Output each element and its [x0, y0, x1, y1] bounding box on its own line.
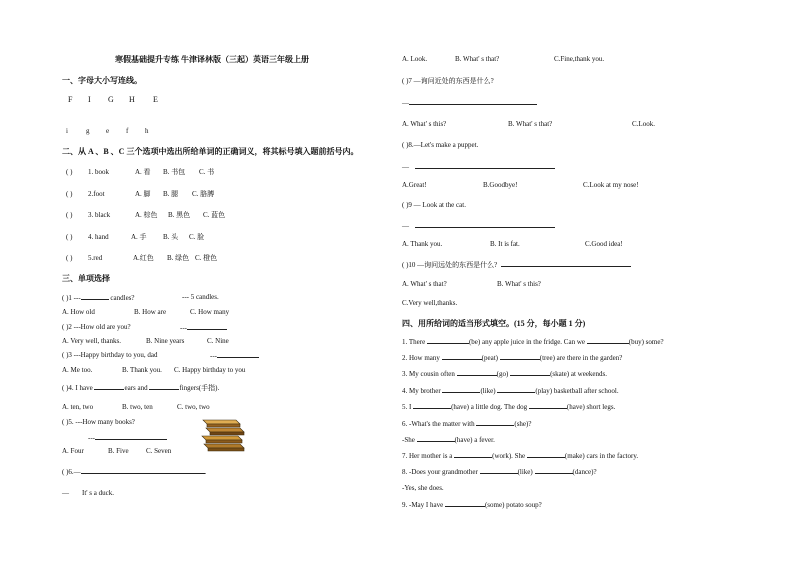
- answer-blank[interactable]: [535, 467, 573, 474]
- option-c: C. 蓝色: [203, 211, 226, 219]
- section-2-title: 二、从 A 、B 、C 三个选项中选出所给单词的正确词义，将其标号填入题前括号内。: [62, 147, 359, 156]
- answer-blank[interactable]: [95, 433, 167, 440]
- option-b: B. 头: [163, 233, 179, 241]
- answer-blank[interactable]: [217, 351, 259, 358]
- option-b: B. Nine years: [146, 337, 185, 345]
- answer-blank[interactable]: [149, 383, 179, 390]
- question-6-dash: —: [62, 489, 69, 497]
- uppercase-letter: G: [108, 95, 114, 104]
- question-4: ( )4. I have ears and fingers(手指).: [62, 384, 220, 392]
- answer-blank[interactable]: [529, 402, 567, 409]
- question-3: ( )3 ---Happy birthday to you, dad: [62, 351, 158, 359]
- answer-paren[interactable]: ( ): [66, 254, 73, 262]
- question-7: ( )7 —询问近处的东西是什么?: [402, 77, 494, 85]
- answer-paren[interactable]: ( ): [66, 190, 73, 198]
- answer-blank[interactable]: [94, 383, 124, 390]
- answer-blank[interactable]: [445, 500, 485, 507]
- fill-line-8: 8. -Does your grandmother (like) (dance)?: [402, 468, 597, 476]
- option-c: C. two, two: [177, 403, 210, 411]
- uppercase-letter: E: [153, 95, 158, 104]
- option-a: A. 脚: [135, 190, 151, 198]
- question-5: ( )5. ---How many books?: [62, 418, 135, 426]
- question-1-reply: --- 5 candles.: [182, 293, 219, 301]
- option-c: C.Good idea!: [585, 240, 623, 248]
- answer-blank[interactable]: [415, 221, 555, 228]
- uppercase-letter: F: [68, 95, 73, 104]
- option-c: C. 脸: [189, 233, 205, 241]
- question-8-reply: —: [402, 162, 555, 172]
- option-c: C. 橙色: [195, 254, 218, 262]
- question-8: ( )8.—Let's make a puppet.: [402, 141, 479, 149]
- option-c: C. Happy birthday to you: [174, 366, 246, 374]
- answer-blank[interactable]: [415, 162, 555, 169]
- question-10: ( )10 —询问远处的东西是什么?: [402, 260, 631, 270]
- answer-blank[interactable]: [527, 451, 565, 458]
- lowercase-letter: e: [106, 127, 110, 135]
- option-b: B. It is fat.: [490, 240, 520, 248]
- fill-line-4: 4. My brother (like) (play) basketball after school.: [402, 387, 619, 395]
- option-a: A. What' s this?: [402, 120, 447, 128]
- option-c: C.Very well,thanks.: [402, 299, 458, 307]
- option-a: A. 看: [135, 168, 151, 176]
- option-b: B. What' s that?: [455, 55, 500, 63]
- answer-blank[interactable]: [510, 369, 550, 376]
- answer-blank[interactable]: [500, 353, 540, 360]
- answer-blank[interactable]: [476, 419, 514, 426]
- answer-blank[interactable]: [409, 98, 537, 105]
- fill-line-3: 3. My cousin often (go) (skate) at weekends.: [402, 370, 608, 378]
- answer-blank[interactable]: [454, 451, 492, 458]
- vocab-word: 4. hand: [88, 233, 109, 241]
- page-title: 寒假基础提升专练 牛津译林版（三起）英语三年级上册: [115, 55, 309, 64]
- lowercase-letter: h: [145, 127, 149, 135]
- fill-line-5: 5. I (have) a little dog. The dog (have) short legs.: [402, 403, 616, 411]
- option-b: B. 黑色: [168, 211, 191, 219]
- question-9: ( )9 — Look at the cat.: [402, 201, 466, 209]
- question-5-reply: ---: [88, 433, 167, 443]
- question-6: ( )6.— .: [62, 468, 207, 476]
- question-1: ( )1 --- candles?: [62, 294, 135, 302]
- answer-blank[interactable]: [587, 337, 629, 344]
- vocab-word: 5.red: [88, 254, 103, 262]
- answer-blank[interactable]: [497, 386, 535, 393]
- books-picture: [200, 414, 248, 452]
- answer-blank[interactable]: [81, 293, 109, 300]
- answer-blank[interactable]: [480, 467, 518, 474]
- section-4-title: 四、用所给词的适当形式填空。(15 分，每小题 1 分): [402, 319, 586, 328]
- option-a: A. Four: [62, 447, 84, 455]
- option-b: B.Goodbye!: [483, 181, 518, 189]
- question-2-reply: ---: [180, 323, 227, 333]
- option-c: C. 胳膊: [192, 190, 215, 198]
- option-c: C. Nine: [207, 337, 229, 345]
- question-9-reply: —: [402, 221, 555, 231]
- option-a: A. How old: [62, 308, 95, 316]
- fill-line-1: 1. There (be) any apple juice in the fridge. Can we (buy) some?: [402, 338, 664, 346]
- fill-line-6: 6. -What's the matter with (she)?: [402, 420, 532, 428]
- answer-blank[interactable]: [417, 435, 455, 442]
- vocab-word: 2.foot: [88, 190, 105, 198]
- option-a: A. ten, two: [62, 403, 94, 411]
- option-c: C.Look.: [632, 120, 655, 128]
- fill-line-8b: -Yes, she does.: [402, 484, 444, 492]
- question-7-reply: —: [402, 98, 537, 108]
- fill-line-6b: -She (have) a fever.: [402, 436, 495, 444]
- answer-blank[interactable]: [457, 369, 497, 376]
- vocab-word: 3. black: [88, 211, 111, 219]
- fill-line-2: 2. How many (peat) (tree) are there in the garden?: [402, 354, 623, 362]
- option-a: A. Very well, thanks.: [62, 337, 121, 345]
- uppercase-letter: I: [88, 95, 91, 104]
- answer-blank[interactable]: [442, 353, 482, 360]
- lowercase-letter: i: [66, 127, 68, 135]
- option-b: B. 书包: [163, 168, 186, 176]
- option-a: A. 手: [131, 233, 147, 241]
- answer-paren[interactable]: ( ): [66, 211, 73, 219]
- vocab-word: 1. book: [88, 168, 109, 176]
- answer-blank[interactable]: [501, 260, 631, 267]
- option-b: B. 腿: [163, 190, 179, 198]
- option-a: A. 棕色: [135, 211, 158, 219]
- option-b: B. 绿色: [167, 254, 190, 262]
- section-3-title: 三、单项选择: [62, 274, 110, 283]
- option-a: A. Me too.: [62, 366, 93, 374]
- lowercase-letter: g: [86, 127, 90, 135]
- section-1-title: 一、字母大小写连线。: [62, 76, 142, 85]
- option-c: C. 书: [199, 168, 215, 176]
- answer-blank[interactable]: [413, 402, 451, 409]
- answer-blank[interactable]: [187, 323, 227, 330]
- question-3-reply: ---: [210, 351, 259, 361]
- question-2: ( )2 ---How old are you?: [62, 323, 131, 331]
- fill-line-7: 7. Her mother is a (work). She (make) cars in the factory.: [402, 452, 639, 460]
- answer-paren[interactable]: ( ): [66, 233, 73, 241]
- option-a: A. Thank you.: [402, 240, 443, 248]
- option-a: A.红色: [133, 254, 154, 262]
- option-b: B. two, ten: [122, 403, 153, 411]
- option-c: C.Look at my nose!: [583, 181, 639, 189]
- option-c: C. Seven: [146, 447, 172, 455]
- option-a: A. What' s that?: [402, 280, 447, 288]
- lowercase-letter: f: [126, 127, 129, 135]
- answer-blank[interactable]: [442, 386, 480, 393]
- option-b: B. How are: [134, 308, 167, 316]
- fill-line-9: 9. -May I have (some) potato soup?: [402, 501, 542, 509]
- option-a: A.Great!: [402, 181, 427, 189]
- option-a: A. Look.: [402, 55, 428, 63]
- option-c: C. How many: [190, 308, 230, 316]
- option-b: B. What' s that?: [508, 120, 553, 128]
- answer-paren[interactable]: ( ): [66, 168, 73, 176]
- option-b: B. Thank you.: [122, 366, 162, 374]
- answer-blank[interactable]: [427, 337, 469, 344]
- question-6-reply: It' s a duck.: [82, 489, 114, 497]
- option-b: B. What' s this?: [497, 280, 541, 288]
- option-c: C.Fine,thank you.: [554, 55, 605, 63]
- option-b: B. Five: [108, 447, 129, 455]
- uppercase-letter: H: [129, 95, 135, 104]
- answer-blank[interactable]: [81, 467, 205, 474]
